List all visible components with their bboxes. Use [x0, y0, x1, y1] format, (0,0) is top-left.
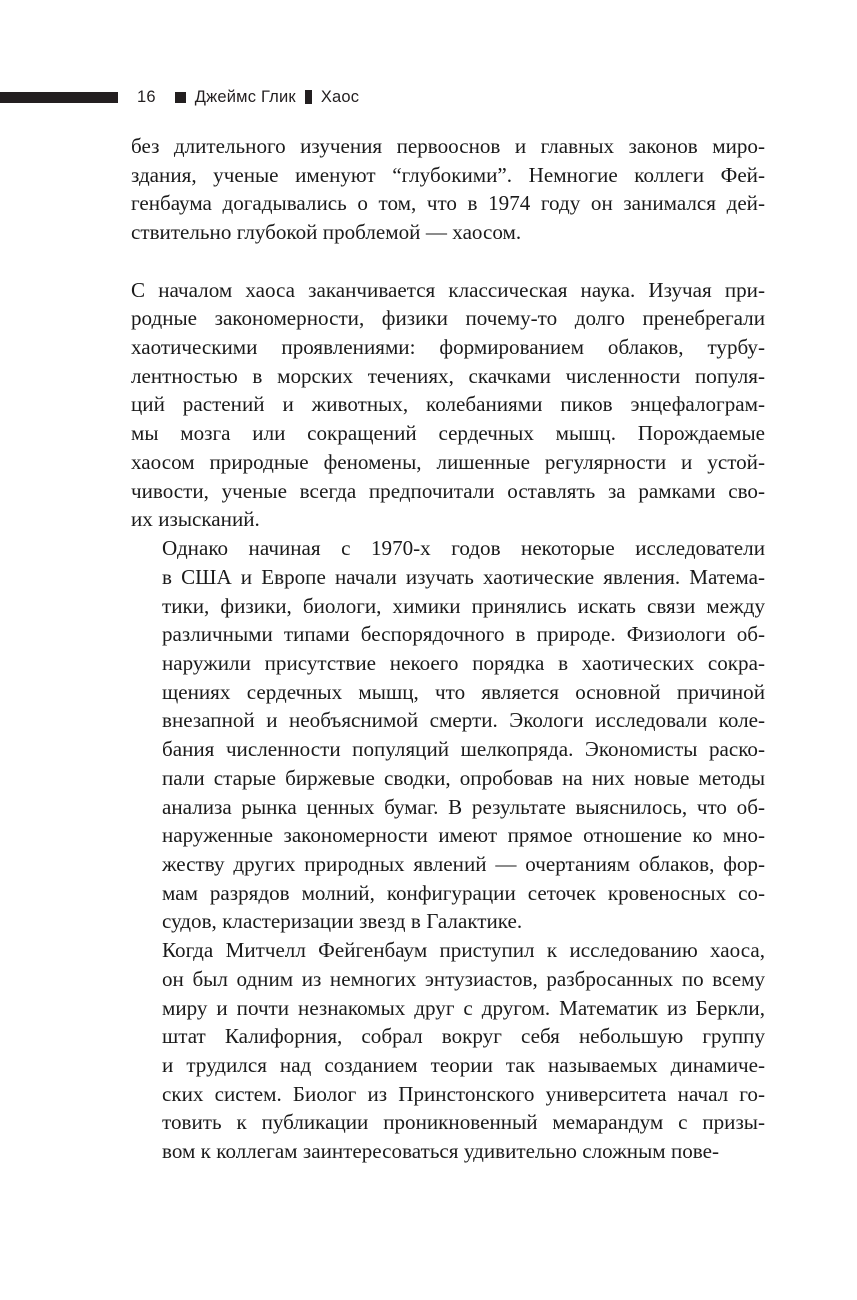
body-line: их изысканий.	[131, 507, 260, 532]
page-number: 16	[137, 87, 156, 106]
body-line: ствительно глубокой проблемой — хаосом.	[131, 220, 522, 245]
author-name: Джеймс Глик	[194, 87, 296, 106]
body-line: С началом хаоса заканчивается классическая наука. Изучая при-	[131, 277, 765, 302]
body-paragraph	[131, 276, 765, 534]
body-line: хаосом природные феномены, лишенные регулярности и устой-	[131, 449, 765, 474]
body-line: без длительного изучения первооснов и главных законов миро-	[131, 134, 765, 158]
running-head-text	[137, 88, 359, 107]
body-line: товить к публикации проникновенный мемарандум с призы-	[162, 1110, 765, 1135]
body-line: Однако начиная с 1970-х годов некоторые исследователи	[162, 536, 765, 561]
body-line: родные закономерности, физики почему-то долго пренебрегали	[131, 306, 765, 331]
body-line: жеству других природных явлений — очертаниям облаков, фор-	[162, 851, 765, 876]
body-line: штат Калифорния, собрал вокруг себя небольшую группу	[162, 1024, 765, 1049]
running-head-rule	[0, 92, 118, 103]
body-line: тики, физики, биологи, химики принялись искать связи между	[162, 593, 765, 618]
body-paragraph	[131, 132, 765, 247]
body-line: ций растений и животных, колебаниями пиков энцефалограм-	[131, 392, 765, 417]
body-line: наружили присутствие некоего порядка в хаотических сокра-	[162, 650, 765, 675]
running-head	[0, 85, 857, 109]
body-line: мы мозга или сокращений сердечных мышц. Порождаемые	[131, 421, 765, 446]
body-line: судов, кластеризации звезд в Галактике.	[162, 909, 523, 934]
body-line: щениях сердечных мышц, что является основной причиной	[162, 679, 765, 704]
body-line: вом к коллегам заинтересоваться удивительно сложным пове-	[162, 1139, 720, 1164]
body-line: различными типами беспорядочного в природе. Физиологи об-	[162, 622, 765, 647]
body-line: и трудился над созданием теории так называемых динамиче-	[162, 1053, 765, 1077]
body-text-block	[131, 132, 765, 1166]
body-line: здания, ученые именуют “глубокими”. Немногие коллеги Фей-	[131, 162, 765, 187]
body-line: он был одним из немногих энтузиастов, разбросанных по всему	[162, 966, 765, 991]
vertical-bar-separator-icon	[305, 90, 312, 104]
body-line: внезапной и необъяснимой смерти. Экологи исследовали коле-	[162, 708, 765, 733]
body-line: мам разрядов молний, конфигурации сеточек кровеносных со-	[162, 880, 765, 905]
square-separator-icon	[175, 92, 186, 103]
body-line: миру и почти незнакомых друг с другом. Математик из Беркли,	[162, 995, 765, 1020]
body-line: пали старые биржевые сводки, опробовав на них новые методы	[162, 765, 765, 790]
body-line: наруженные закономерности имеют прямое отношение ко мно-	[162, 823, 765, 848]
body-line: чивости, ученые всегда предпочитали оставлять за рамками сво-	[131, 478, 765, 503]
body-line: ских систем. Биолог из Принстонского университета начал го-	[162, 1081, 765, 1106]
body-line: в США и Европе начали изучать хаотические явления. Матема-	[162, 564, 765, 589]
body-line: Когда Митчелл Фейгенбаум приступил к исследованию хаоса,	[162, 938, 765, 963]
body-paragraph	[131, 936, 765, 1166]
body-line: лентностью в морских течениях, скачками численности популя-	[131, 363, 765, 388]
body-line: анализа рынка ценных бумаг. В результате выяснилось, что об-	[162, 794, 765, 819]
body-line: хаотическими проявлениями: формированием облаков, турбу-	[131, 335, 765, 360]
body-paragraph	[131, 534, 765, 936]
body-line: генбаума догадывались о том, что в 1974 году он занимался дей-	[131, 191, 765, 216]
body-line: бания численности популяций шелкопряда. Экономисты раско-	[162, 737, 765, 762]
book-title: Хаос	[320, 87, 360, 106]
